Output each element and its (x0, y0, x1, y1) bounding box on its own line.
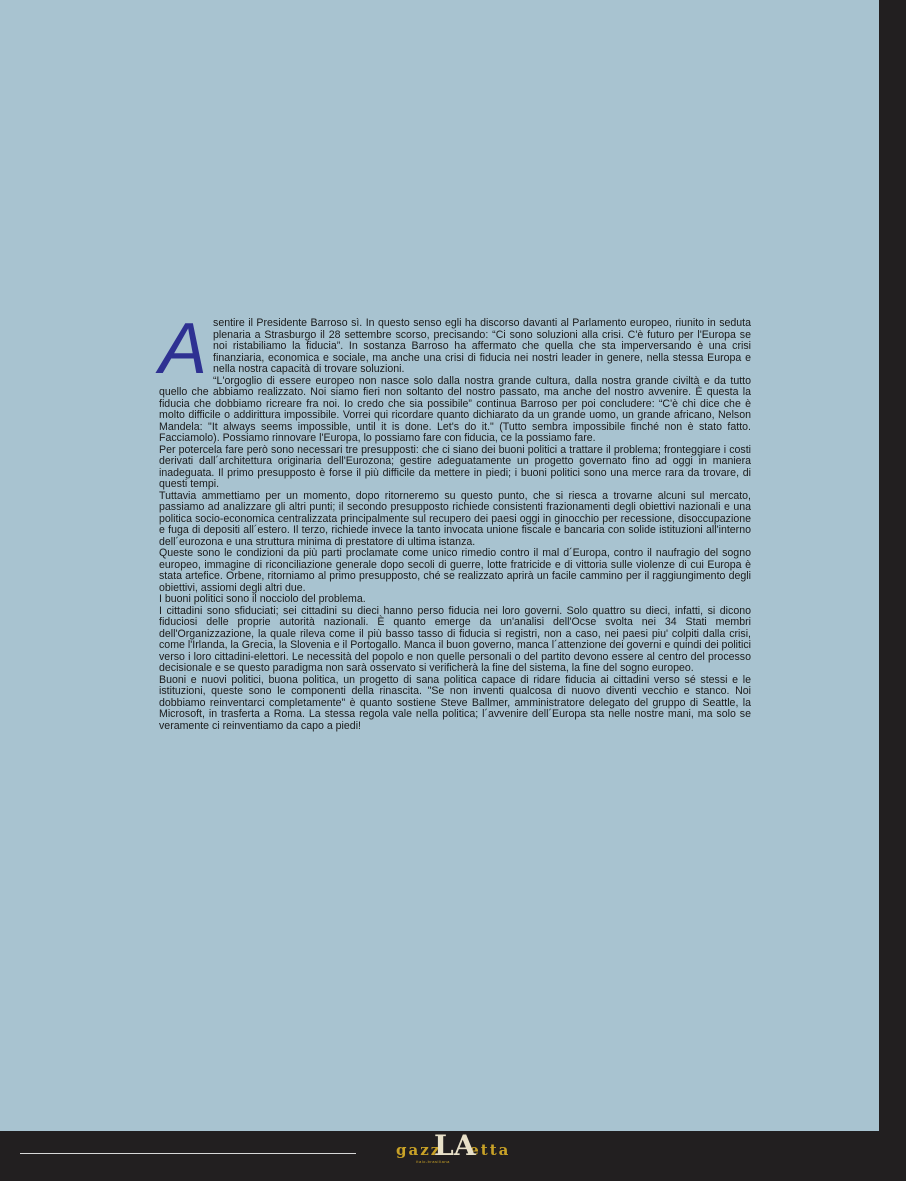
paragraph-5: Queste sono le condizioni da più parti proclamate come unico rimedio contro il mal d´Europa, contro il naufragio del sogno europeo, immagine di riconciliazione generale dopo secoli di guerre, lotte fratricide e di vittoria sulle violenze di cui Europa è stata artefice. Orbene, ritorniamo al primo presupposto, ché se realizzato aprirà un facile cammino per il raggiungimento degli obiettivi, assiomi degli altri due. (159, 547, 751, 594)
logo-tagline: italo-brasiliana (416, 1159, 450, 1164)
logo-monogram: LA (434, 1129, 476, 1162)
paragraph-6: I buoni politici sono il nocciolo del problema. (159, 593, 366, 605)
paragraph-1: sentire il Presidente Barroso sì. In questo senso egli ha discorso davanti al Parlamento europeo, riunito in seduta plenaria a Strasburgo il 28 settembre scorso, precisando: “Ci sono soluzioni alla crisi. C'è futuro per l'Europa se noi ristabiliamo la fiducia”. In sostanza Barroso ha affermato che quella che sta imperversando è una crisi finanziaria, economica e sociale, ma anche una crisi di fiducia nei nostri leader in genere, nella stessa Europa e nella nostra capacità di trovare soluzioni. (213, 317, 751, 375)
paragraph-2: “L'orgoglio di essere europeo non nasce solo dalla nostra grande cultura, dalla nostra grande civiltà e da tutto quello che abbiamo realizzato. Noi siamo fieri non soltanto del nostro passato, ma anche del nostro avvenire. È questa la fiducia che dobbiamo ricreare fra noi. Io credo che sia possibile” continua Barroso per poi concludere: “C'è chi dice che è molto difficile o addirittura impossibile. Vorrei qui ricordare quanto dichiarato da un grande uomo, un grande africano, Nelson Mandela: "It always seems impossible, until it is done. Let's do it." (Tutto sembra impossibile finché non è stato fatto. Facciamolo). Possiamo rinnovare l'Europa, lo possiamo fare con fiducia, ce la possiamo fare. (159, 374, 751, 444)
paragraph-4: Tuttavia ammettiamo per un momento, dopo ritorneremo su questo punto, che si riesca a trovarne alcuni sul mercato, passiamo ad analizzare gli altri punti; il secondo presupposto richiede consistenti frazionamenti degli obiettivi nazionali e una politica socio-economica centralizzata principalmente sul recupero dei paesi oggi in ginocchio per recessione, disoccupazione e fuga di depositi all´estero. Il terzo, richiede invece la tanto invocata unione fiscale e bancaria con solide istituzioni all'interno dell´eurozona e una struttura minima di prestatore di ultima istanza. (159, 489, 751, 548)
footer-rule (20, 1153, 356, 1154)
gazzetta-logo (396, 1129, 512, 1167)
logo-part-etta: etta (469, 1141, 511, 1159)
paragraph-3: Per potercela fare però sono necessari tre presupposti: che ci siano dei buoni politici a trattare il problema; fronteggiare i costi derivati dall´architettura originaria dell'Eurozona; gestire adeguatamente un progetto governato fino ad oggi in maniera inadeguata. Il primo presupposto è forse il più difficile da mettere in piedi; i buoni politici sono una merce rara da trovare, di questi tempi. (159, 443, 751, 490)
drop-cap: A (159, 309, 208, 389)
paragraph-8: Buoni e nuovi politici, buona politica, un progetto di sana politica capace di ridare fiducia ai cittadini verso sé stessi e le istituzioni, queste sono le componenti della rinascita. "Se non inventi qualcosa di nuovo diventi vecchio e stanco. Noi dobbiamo reinventarci completamente" è quanto sostiene Steve Ballmer, amministratore delegato del gruppo di Seattle, la Microsoft, in trasferta a Roma. La stessa regola vale nella politica; l´avvenire dell´Europa sta nelle nostre mani, ma solo se veramente ci reinventiamo da capo a piedi! (159, 673, 751, 732)
paragraph-7: I cittadini sono sfiduciati; sei cittadini su dieci hanno perso fiducia nei loro governi. Solo quattro su dieci, infatti, si dicono fiduciosi delle proprie autorità nazionali. È quanto emerge da un'analisi dell'Ocse svolta nei 34 Stati membri dell'Organizzazione, la quale rileva come il più basso tasso di fiducia si registri, non a caso, nei paesi piu' colpiti dalla crisi, come l'Irlanda, la Grecia, la Slovenia e il Portogallo. Manca il buon governo, manca l´attenzione dei governi e quindi dei politici verso i loro cittadini-elettori. Le necessità del popolo e non quelle personali o del partito devono essere al centro del processo decisionale e se questo paradigma non sarà osservato si verificherà la fine del sistema, la fine del sogno europeo. (159, 604, 751, 674)
article-body (159, 309, 751, 732)
logo-part-gazz: gazz (396, 1141, 442, 1159)
